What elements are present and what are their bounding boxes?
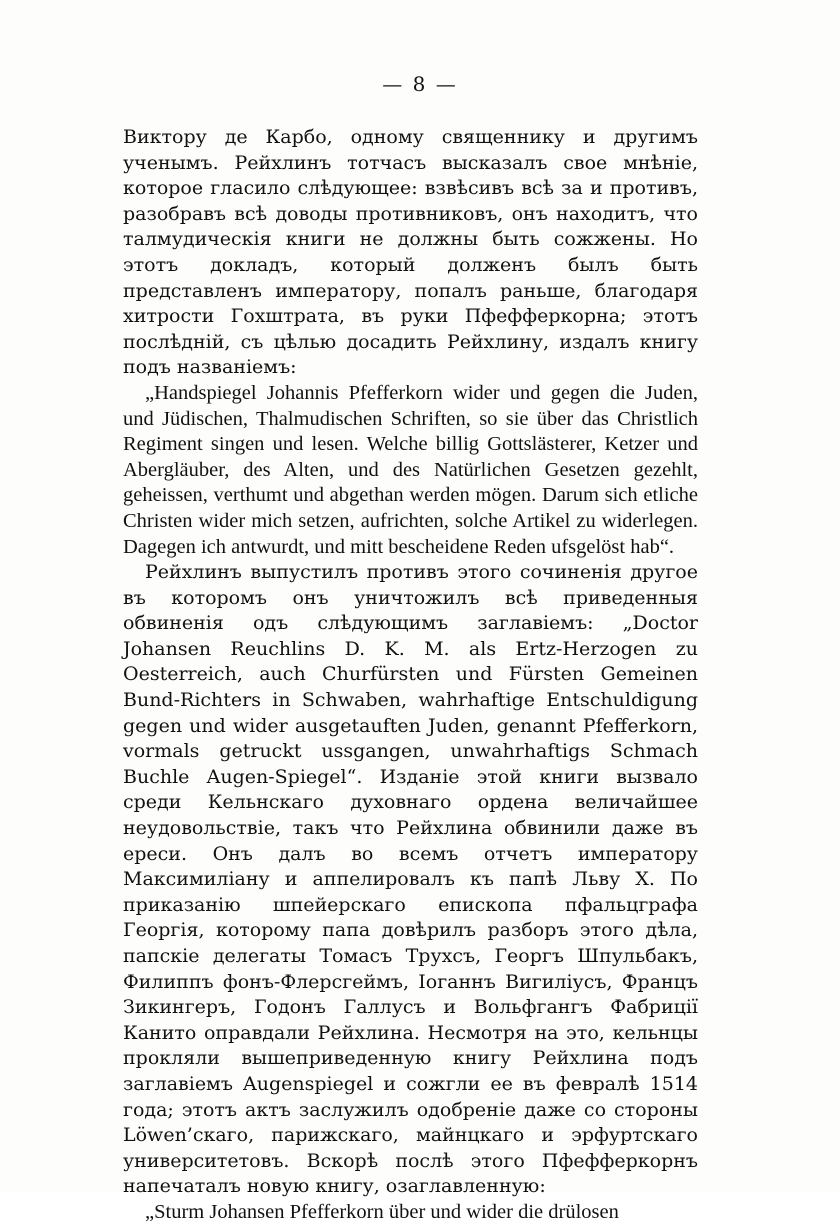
- paragraph-reuchlin-response: Рейхлинъ выпустилъ противъ этого сочиненія другое въ которомъ онъ уничтожилъ всѣ приведенныя обвиненія одъ слѣдующимъ заглавіемъ: „Doctor Johansen Reuchlins D. K. M. als Ertz-Herzogen zu Oesterreich, auch Churfürsten und Fürsten Gemeinen Bund-Richters in Schwaben, wahrhaftige Entschuldigung gegen und wider ausgetauften Juden, genannt Pfefferkorn, vormals getruckt ussgangen, unwahrhaftigs Schmach Buchle Augen-Spiegel“. Изданіе этой книги вызвало среди Кельнскаго духовнаго ордена величайшее неудовольствіе, такъ что Рейхлина обвинили даже въ ереси. Онъ далъ во всемъ отчетъ императору Максимиліану и аппелировалъ къ папѣ Льву X. По приказанію шпейерскаго епископа пфальцграфа Георгія, которому папа довѣрилъ разборъ этого дѣла, папскіе делегаты Томасъ Трухсъ, Георгъ Шпульбакъ, Филиппъ фонъ-Флерсгеймъ, Іоганнъ Вигиліусъ, Францъ Зикингеръ, Годонъ Галлусъ и Вольфгангъ Фабриції Канито оправдали Рейхлина. Несмотря на это, кельнцы прокляли вышеприведенную книгу Рейхлина подъ заглавіемъ Augenspiegel и сожгли ее въ февралѣ 1514 года; этотъ актъ заслужилъ одобреніе даже со стороны Löwen’скаго, парижскаго, майнцкаго и эрфуртскаго университетовъ. Вскорѣ послѣ этого Пфефферкорнъ напечаталъ новую книгу, озаглавленную:: [123, 561, 698, 1198]
- page-number: — 8 —: [382, 72, 458, 96]
- body-text: [123, 125, 698, 1226]
- paragraph-quotation-sturm: „Sturm Johansen Pfefferkorn über und wider die drülosen: [145, 1200, 619, 1223]
- paragraph-continuation: Виктору де Карбо, одному священнику и другимъ ученымъ. Рейхлинъ тотчасъ высказалъ свое мнѣніе, которое гласило слѣдующее: взвѣсивъ всѣ за и противъ, разобравъ всѣ доводы противниковъ, онъ находитъ, что талмудическія книги не должны быть сожжены. Но этотъ докладъ, который долженъ былъ быть представленъ императору, попалъ раньше, благодаря хитрости Гохштрата, въ руки Пфефферкорна; этотъ послѣдній, съ цѣлью досадить Рейхлину, издалъ книгу подъ названіемъ:: [123, 126, 698, 379]
- paragraph-quotation-handspiegel: „Handspiegel Johannis Pfefferkorn wider und gegen die Juden, und Jüdischen, Thalmudischen Schriften, so sie über das Christlich Regiment singen und lesen. Welche billig Gottslästerer, Ketzer und Abergläuber, des Alten, und des Natürlichen Gesetzen gezehlt, geheissen, verthumt und abgethan werden mögen. Darum sich etliche Christen wider mich setzen, aufrichten, solche Artikel zu widerlegen. Dagegen ich antwurdt, und mitt bescheidene Reden ufsgelöst hab“.: [123, 381, 698, 558]
